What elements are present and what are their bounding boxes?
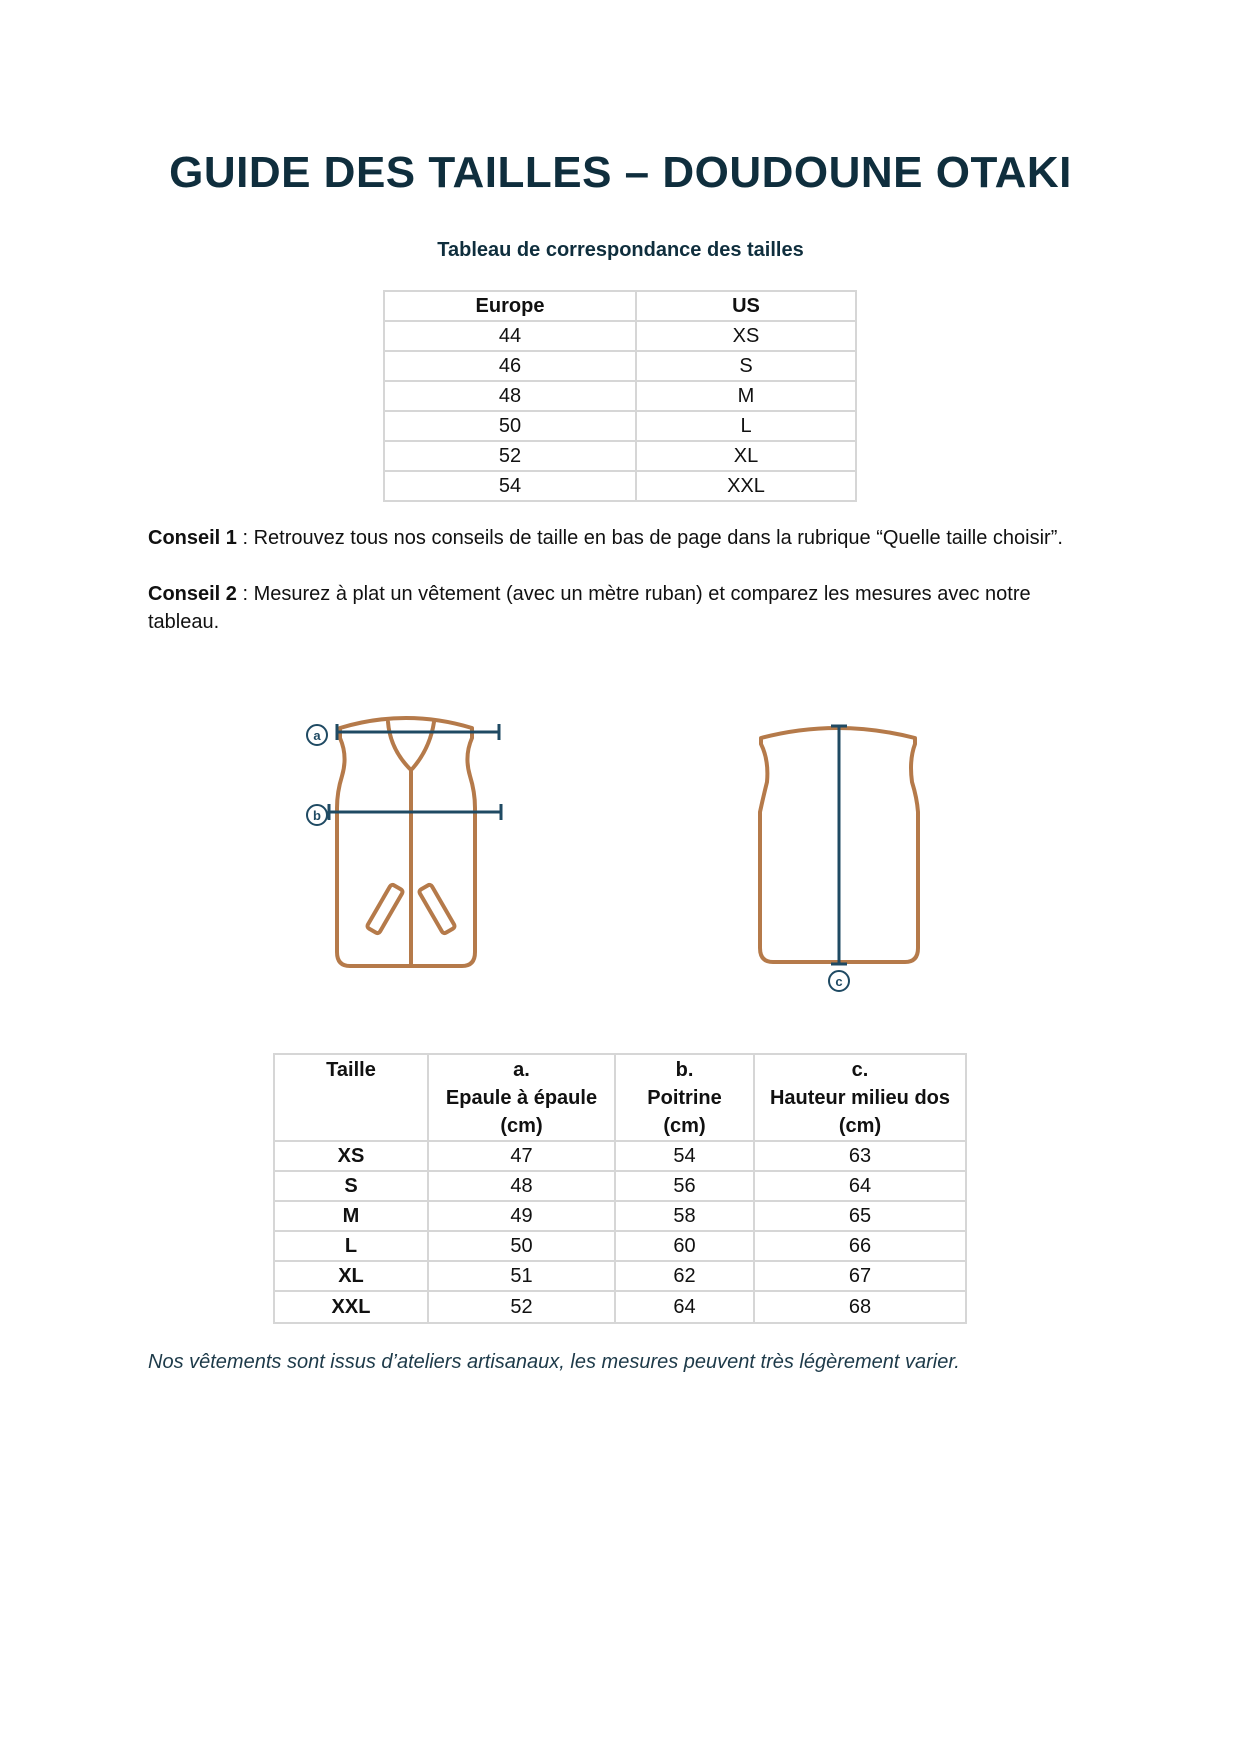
marker-a-label: a bbox=[313, 728, 321, 743]
chest-cell: 56 bbox=[615, 1171, 754, 1201]
page-title: GUIDE DES TAILLES – DOUDOUNE OTAKI bbox=[169, 148, 1072, 197]
table-row bbox=[274, 1291, 966, 1323]
size-cell: XL bbox=[274, 1261, 428, 1291]
shoulder-cell: 51 bbox=[428, 1261, 615, 1291]
correspondence-table-title: Tableau de correspondance des tailles bbox=[437, 239, 804, 261]
advice-2-label: Conseil 2 bbox=[148, 583, 237, 605]
table-row bbox=[384, 321, 856, 351]
advice-2 bbox=[148, 580, 1088, 636]
vest-back-diagram bbox=[745, 710, 945, 1000]
size-cell: L bbox=[274, 1231, 428, 1261]
size-cell: M bbox=[274, 1201, 428, 1231]
marker-b-label: b bbox=[313, 808, 321, 823]
vest-neckline bbox=[388, 722, 434, 770]
header-line: Hauteur milieu dos bbox=[769, 1087, 951, 1109]
table-row bbox=[274, 1261, 966, 1291]
chest-cell: 58 bbox=[615, 1201, 754, 1231]
us-cell: XS bbox=[636, 321, 856, 351]
header-line: c. bbox=[851, 1059, 869, 1081]
header-back-height bbox=[754, 1054, 966, 1141]
table-row bbox=[274, 1171, 966, 1201]
header-line: Poitrine bbox=[647, 1087, 722, 1109]
size-cell: XXL bbox=[274, 1291, 428, 1323]
table-row bbox=[274, 1141, 966, 1171]
vest-front-diagram bbox=[296, 700, 536, 990]
chest-cell: 64 bbox=[615, 1291, 754, 1323]
header-size bbox=[274, 1054, 428, 1141]
chest-cell: 60 bbox=[615, 1231, 754, 1261]
back-height-cell: 66 bbox=[754, 1231, 966, 1261]
size-cell: XS bbox=[274, 1141, 428, 1171]
right-pocket bbox=[418, 884, 455, 934]
header-line: (cm) bbox=[838, 1115, 882, 1137]
marker-c-label: c bbox=[835, 974, 843, 989]
europe-cell: 50 bbox=[384, 411, 636, 441]
europe-cell: 54 bbox=[384, 471, 636, 501]
header-line: (cm) bbox=[663, 1115, 706, 1137]
header-us: US bbox=[636, 291, 856, 321]
header-chest bbox=[615, 1054, 754, 1141]
shoulder-cell: 50 bbox=[428, 1231, 615, 1261]
marker-c bbox=[829, 971, 849, 991]
advice-2-text: : Mesurez à plat un vêtement (avec un mètre ruban) et comparez les mesures avec notre tableau. bbox=[148, 583, 1031, 633]
shoulder-cell: 49 bbox=[428, 1201, 615, 1231]
advice-1-label: Conseil 1 bbox=[148, 527, 237, 549]
shoulder-cell: 52 bbox=[428, 1291, 615, 1323]
us-cell: S bbox=[636, 351, 856, 381]
marker-b bbox=[307, 805, 327, 825]
size-cell: S bbox=[274, 1171, 428, 1201]
back-height-cell: 63 bbox=[754, 1141, 966, 1171]
table-row bbox=[384, 381, 856, 411]
table-row bbox=[384, 351, 856, 381]
marker-a bbox=[307, 725, 327, 745]
europe-cell: 48 bbox=[384, 381, 636, 411]
shoulder-cell: 48 bbox=[428, 1171, 615, 1201]
header-line: (cm) bbox=[500, 1115, 543, 1137]
header-line: a. bbox=[513, 1059, 530, 1081]
chest-cell: 62 bbox=[615, 1261, 754, 1291]
table-header-row bbox=[384, 291, 856, 321]
header-line: Taille bbox=[326, 1059, 376, 1081]
header-shoulder bbox=[428, 1054, 615, 1141]
back-height-cell: 68 bbox=[754, 1291, 966, 1323]
europe-cell: 46 bbox=[384, 351, 636, 381]
advice-1-text: : Retrouvez tous nos conseils de taille en bas de page dans la rubrique “Quelle taille choisir”. bbox=[236, 527, 1063, 549]
us-cell: XL bbox=[636, 441, 856, 471]
europe-cell: 44 bbox=[384, 321, 636, 351]
left-pocket bbox=[366, 884, 403, 934]
europe-cell: 52 bbox=[384, 441, 636, 471]
shoulder-cell: 47 bbox=[428, 1141, 615, 1171]
table-row bbox=[274, 1201, 966, 1231]
table-row bbox=[384, 441, 856, 471]
header-line: b. bbox=[675, 1059, 694, 1081]
back-height-cell: 64 bbox=[754, 1171, 966, 1201]
us-cell: XXL bbox=[636, 471, 856, 501]
size-correspondence-table bbox=[383, 290, 857, 502]
table-row bbox=[274, 1231, 966, 1261]
back-height-cell: 67 bbox=[754, 1261, 966, 1291]
table-row bbox=[384, 471, 856, 501]
table-header-row bbox=[274, 1054, 966, 1141]
back-height-cell: 65 bbox=[754, 1201, 966, 1231]
chest-cell: 54 bbox=[615, 1141, 754, 1171]
header-europe: Europe bbox=[384, 291, 636, 321]
measurements-table bbox=[273, 1053, 967, 1324]
header-line: Epaule à épaule bbox=[445, 1087, 598, 1109]
us-cell: M bbox=[636, 381, 856, 411]
artisan-note: Nos vêtements sont issus d’ateliers artisanaux, les mesures peuvent très légèrement varier. bbox=[148, 1351, 960, 1373]
us-cell: L bbox=[636, 411, 856, 441]
advice-1 bbox=[148, 524, 1088, 552]
table-row bbox=[384, 411, 856, 441]
